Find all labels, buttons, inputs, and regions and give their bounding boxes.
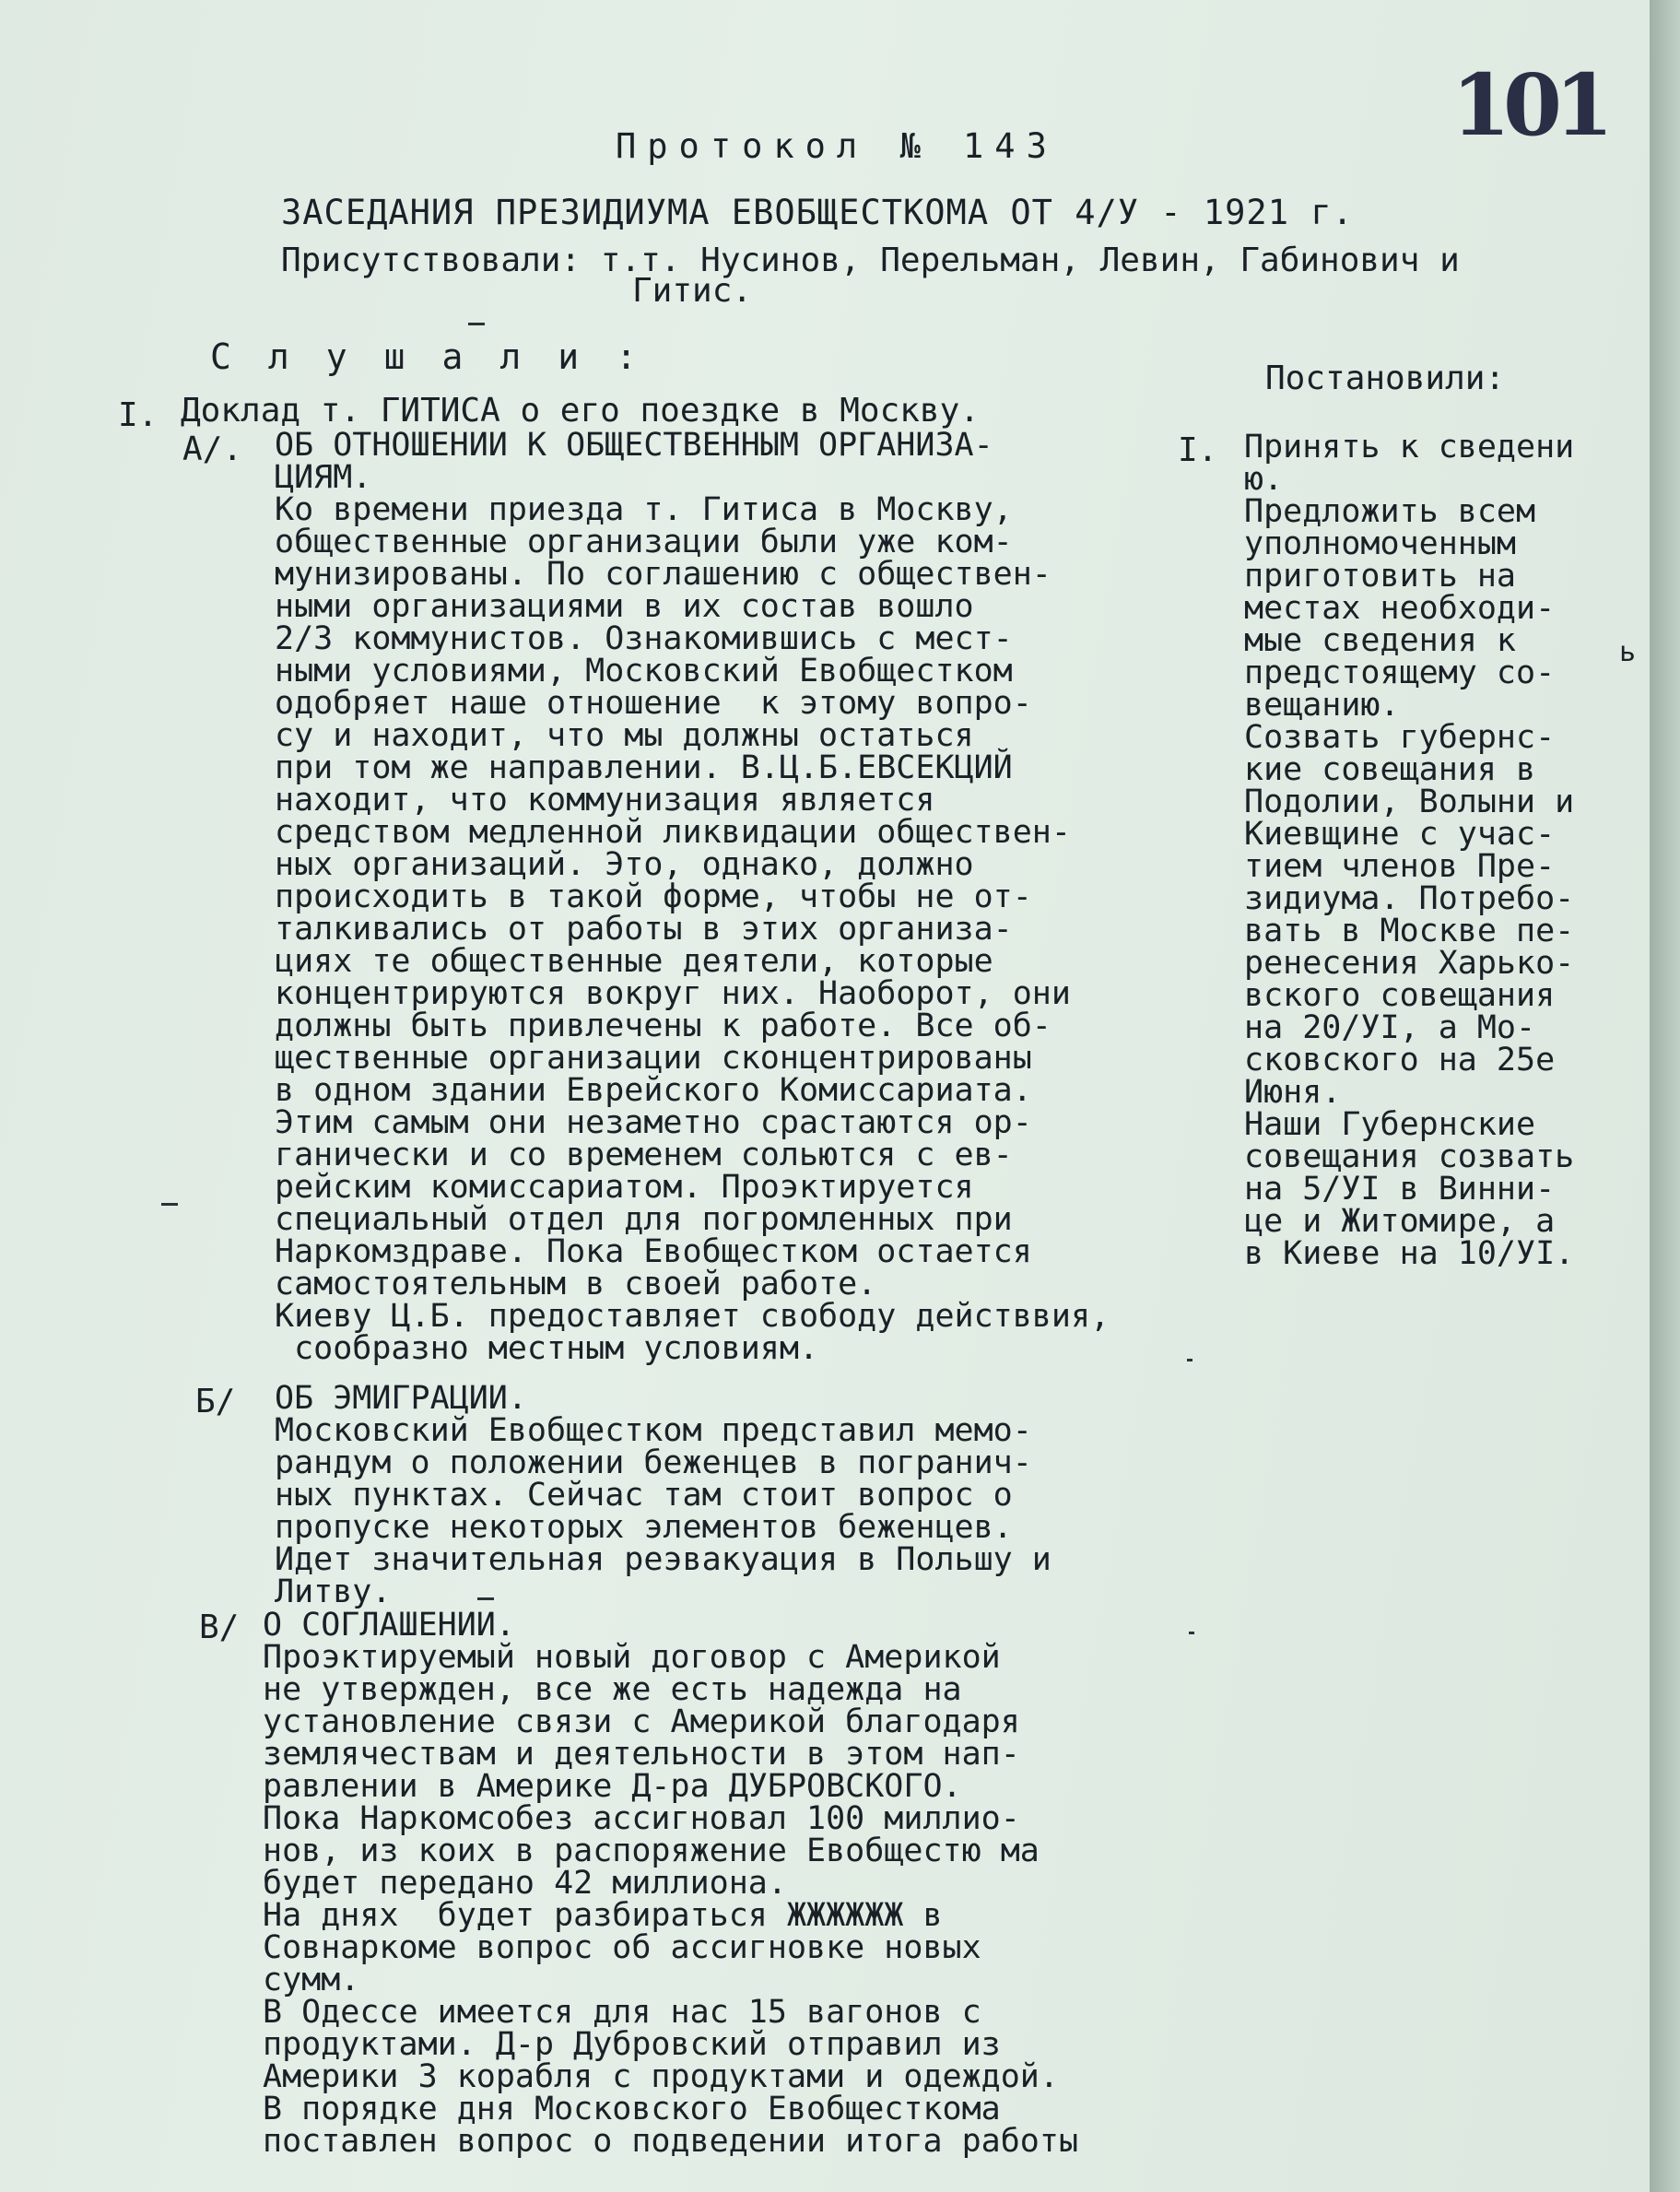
section-c-line: В порядке дня Московского Евобщесткома <box>263 2091 1001 2127</box>
section-a-line: Ко времени приезда т. Гитиса в Москву, <box>275 491 1013 528</box>
resolution-line: сковского на 25е <box>1244 1042 1556 1078</box>
resolution-line: совещания созвать <box>1244 1138 1575 1175</box>
attendees-line-1: Присутствовали: т.т. Нусинов, Перельман, Левин, Габинович и <box>281 242 1460 279</box>
item-1-title: Доклад т. ГИТИСА о его поездке в Москву. <box>181 392 980 430</box>
resolution-line: Наши Губернские <box>1244 1106 1536 1143</box>
margin-mark: ь <box>1619 636 1637 668</box>
resolution-line: Предложить всем <box>1244 493 1536 530</box>
resolution-line: Подолии, Волыни и <box>1244 784 1575 820</box>
section-a-line: общественные организации были уже ком- <box>275 524 1013 560</box>
stray-dash <box>477 1597 494 1600</box>
resolution-line: уполномоченным <box>1244 525 1517 562</box>
section-c-line: На днях будет разбираться ЖЖЖЖЖЖ в <box>263 1897 943 1934</box>
heard-heading: Слушали: <box>210 336 675 377</box>
section-c-line: землячествам и деятельности в этом нап- <box>263 1736 1020 1773</box>
resolution-line: вать в Москве пе- <box>1244 913 1575 949</box>
section-a-line: рейским комиссариатом. Проэктируется <box>275 1169 974 1206</box>
section-b-line: пропуске некоторых элементов беженцев. <box>275 1509 1013 1546</box>
section-a-line: Наркомздраве. Пока Евобщестком остается <box>275 1233 1032 1270</box>
stray-dot <box>1189 1632 1194 1634</box>
section-c-text <box>263 1609 1078 2158</box>
resolution-line: местах необходи- <box>1244 590 1556 627</box>
section-b-marker: Б/ <box>195 1383 236 1420</box>
section-a-text <box>275 427 1110 1367</box>
section-a-line: ОБ ОТНОШЕНИИ К ОБЩЕСТВЕННЫМ ОРГАНИЗА- <box>275 427 993 464</box>
section-a-line: Киеву Ц.Б. предоставляет свободу действвия, <box>275 1298 1110 1335</box>
resolution-line: зидиума. Потребо- <box>1244 880 1575 917</box>
stray-dot <box>1187 1359 1192 1361</box>
section-c-line: В Одессе имеется для нас 15 вагонов с <box>263 1994 981 2031</box>
section-a-line: 2/3 коммунистов. Ознакомившись с мест- <box>275 620 1013 657</box>
resolution-line: тием членов Пре- <box>1244 848 1556 885</box>
section-b-line: Московский Евобщестком представил мемо- <box>275 1412 1032 1449</box>
section-a-line: циях те общественные деятели, которые <box>275 943 993 980</box>
section-a-line: сообразно местным условиям. <box>275 1330 819 1367</box>
item-1-number: I. <box>118 396 159 434</box>
section-c-line: равлении в Америке Д-ра ДУБРОВСКОГО. <box>263 1768 962 1805</box>
resolution-line: ренесения Харько- <box>1244 945 1575 982</box>
section-b-line: Идет значительная реэвакуация в Польшу и <box>275 1541 1051 1578</box>
resolution-line: Киевщине с учас- <box>1244 816 1556 853</box>
section-c-line: сумм. <box>263 1962 360 1998</box>
section-a-line: талкивались от работы в этих организа- <box>275 911 1013 948</box>
page-edge <box>1650 0 1680 2192</box>
resolution-line: вского совещания <box>1244 977 1556 1014</box>
resolution-line: мые сведения к <box>1244 622 1517 659</box>
resolution-line: Созвать губернс- <box>1244 719 1556 756</box>
section-a-line: одобряет наше отношение к этому вопро- <box>275 685 1032 722</box>
section-c-line: установление связи с Америкой благодаря <box>263 1703 1020 1740</box>
section-b-line: рандум о положении беженцев в погранич- <box>275 1444 1032 1481</box>
section-a-line: Этим самым они незаметно срастаются ор- <box>275 1104 1032 1141</box>
section-b-text <box>275 1380 1051 1610</box>
attendees-line-2: Гитис. <box>632 272 753 310</box>
section-b-line: ОБ ЭМИГРАЦИИ. <box>275 1380 527 1417</box>
section-a-line: мунизированы. По соглашению с обществен- <box>275 556 1051 593</box>
resolution-line: предстоящему со- <box>1244 654 1556 691</box>
section-a-line: щественные организации сконцентрированы <box>275 1040 1032 1077</box>
section-a-line: су и находит, что мы должны остаться <box>275 717 974 754</box>
resolution-line: приготовить на <box>1244 558 1517 595</box>
section-c-marker: В/ <box>199 1609 240 1646</box>
section-c-line: Америки 3 корабля с продуктами и одеждой. <box>263 2058 1059 2095</box>
document-title: ЗАСЕДАНИЯ ПРЕЗИДИУМА ЕВОБЩЕСТКОМА ОТ 4/У - 1921 г. <box>281 193 1354 232</box>
resolution-line: вещанию. <box>1244 687 1400 724</box>
section-c-line: будет передано 42 миллиона. <box>263 1865 787 1902</box>
section-a-line: при том же направлении. В.Ц.Б.ЕВСЕКЦИЙ <box>275 749 1013 786</box>
section-c-line: поставлен вопрос о подведении итога работы <box>263 2123 1079 2160</box>
section-a-line: ганически и со временем сольются с ев- <box>275 1137 1013 1173</box>
resolution-1-number: I. <box>1178 431 1218 469</box>
resolution-line: кие совещания в <box>1244 751 1536 788</box>
protocol-number: Протокол № 143 <box>616 126 1058 166</box>
resolution-line: на 5/УI в Винни- <box>1244 1171 1556 1208</box>
section-a-line: ными организациями в их состав вошло <box>275 588 974 625</box>
section-a-line: специальный отдел для погромленных при <box>275 1201 1013 1238</box>
resolution-line: ю. <box>1244 461 1284 498</box>
section-b-line: Литву. <box>275 1573 392 1610</box>
section-c-line: продуктами. Д-р Дубровский отправил из <box>263 2026 1001 2063</box>
section-a-line: средством медленной ликвидации обществен- <box>275 814 1071 851</box>
section-c-line: О СОГЛАШЕНИИ. <box>263 1607 515 1644</box>
stray-dash <box>161 1203 178 1206</box>
section-a-line: самостоятельным в своей работе. <box>275 1266 877 1302</box>
resolution-line: в Киеве на 10/УI. <box>1244 1235 1575 1272</box>
section-c-line: Совнаркоме вопрос об ассигновке новых <box>263 1929 981 1966</box>
section-a-line: находит, что коммунизация является <box>275 782 935 819</box>
section-a-line: концентрируются вокруг них. Наоборот, они <box>275 975 1071 1012</box>
resolution-line: на 20/УI, а Мо- <box>1244 1009 1536 1046</box>
section-c-line: нов, из коих в распоряжение Евобщестю ма <box>263 1833 1040 1869</box>
resolved-heading: Постановили: <box>1265 359 1506 397</box>
folio-number: 101 <box>1451 55 1607 155</box>
section-a-line: происходить в такой форме, чтобы не от- <box>275 878 1032 915</box>
section-b-line: ных пунктах. Сейчас там стоит вопрос о <box>275 1477 1013 1514</box>
section-a-line: ными условиями, Московский Евобщестком <box>275 653 1013 689</box>
section-a-line: в одном здании Еврейского Комиссариата. <box>275 1072 1032 1109</box>
section-a-marker: А/. <box>182 430 243 468</box>
resolution-line: Июня. <box>1244 1074 1342 1111</box>
section-c-line: не утвержден, все же есть надежда на <box>263 1671 962 1708</box>
resolution-text <box>1244 431 1574 1270</box>
section-c-line: Пока Наркомсобез ассигновал 100 миллио- <box>263 1800 1020 1837</box>
resolution-line: Принять к сведени <box>1244 429 1575 466</box>
stray-dash <box>468 323 485 325</box>
section-a-line: ЦИЯМ. <box>275 459 372 496</box>
resolution-line: це и Житомире, а <box>1244 1203 1556 1240</box>
section-c-line: Проэктируемый новый договор с Америкой <box>263 1639 1001 1676</box>
section-a-line: должны быть привлечены к работе. Все об- <box>275 1008 1051 1044</box>
section-a-line: ных организаций. Это, однако, должно <box>275 846 974 883</box>
